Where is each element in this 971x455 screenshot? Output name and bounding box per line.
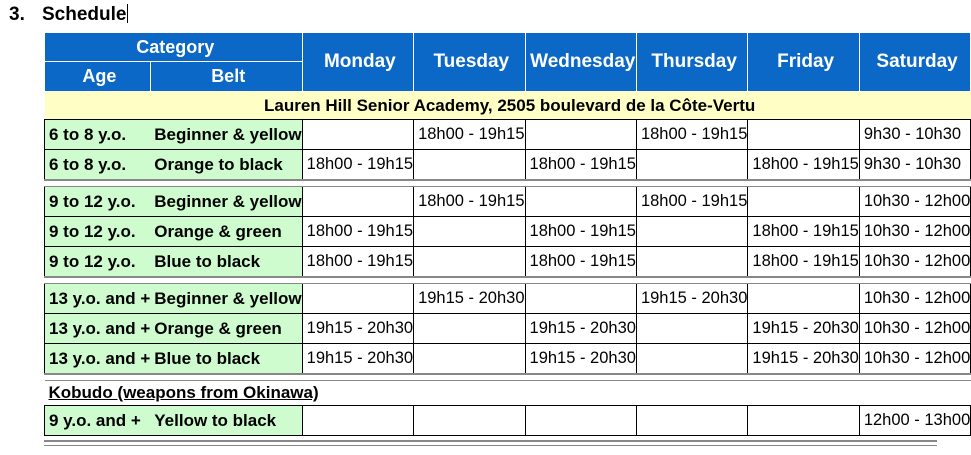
section-heading — [9, 4, 128, 26]
belt-cell: Orange to black — [150, 150, 302, 181]
time-cell-thursday: 18h00 - 19h15 — [636, 187, 747, 217]
time-cell-thursday: 19h15 - 20h30 — [636, 284, 747, 314]
belt-header: Belt — [150, 62, 302, 92]
time-cell-monday — [302, 284, 413, 314]
table-row — [45, 247, 971, 278]
time-cell-monday: 19h15 - 20h30 — [302, 344, 413, 375]
time-cell-thursday — [636, 406, 747, 436]
header-row-1 — [45, 33, 971, 62]
time-cell-wednesday — [525, 120, 636, 150]
time-cell-wednesday: 18h00 - 19h15 — [525, 217, 636, 247]
time-cell-monday — [302, 187, 413, 217]
age-cell: 6 to 8 y.o. — [45, 150, 151, 181]
belt-cell: Blue to black — [150, 344, 302, 375]
time-cell-saturday: 12h00 - 13h00 — [859, 406, 970, 436]
time-cell-wednesday: 19h15 - 20h30 — [525, 314, 636, 344]
time-cell-saturday: 10h30 - 12h00 — [859, 217, 970, 247]
time-cell-saturday: 9h30 - 10h30 — [859, 120, 970, 150]
venue-row — [45, 92, 971, 120]
belt-cell: Beginner & yellow — [150, 284, 302, 314]
time-cell-tuesday — [414, 150, 525, 181]
time-cell-saturday: 9h30 - 10h30 — [859, 150, 970, 181]
time-cell-thursday — [636, 344, 747, 375]
time-cell-tuesday — [414, 344, 525, 375]
time-cell-friday: 18h00 - 19h15 — [748, 247, 859, 278]
time-cell-friday: 18h00 - 19h15 — [748, 217, 859, 247]
day-header-friday: Friday — [748, 33, 859, 92]
time-cell-thursday — [636, 150, 747, 181]
category-header: Category — [45, 33, 303, 62]
schedule-body — [45, 92, 971, 436]
bottom-divider — [44, 440, 937, 446]
section-title: Schedule — [42, 4, 127, 25]
table-row — [45, 150, 971, 181]
time-cell-wednesday: 19h15 - 20h30 — [525, 344, 636, 375]
table-row — [45, 120, 971, 150]
day-header-tuesday: Tuesday — [414, 33, 525, 92]
section-number: 3. — [9, 4, 25, 25]
time-cell-tuesday — [414, 314, 525, 344]
time-cell-tuesday — [414, 406, 525, 436]
table-row — [45, 314, 971, 344]
time-cell-wednesday: 18h00 - 19h15 — [525, 247, 636, 278]
table-row — [45, 284, 971, 314]
time-cell-tuesday: 18h00 - 19h15 — [414, 187, 525, 217]
belt-cell: Yellow to black — [150, 406, 302, 436]
age-cell: 6 to 8 y.o. — [45, 120, 151, 150]
time-cell-tuesday: 19h15 - 20h30 — [414, 284, 525, 314]
age-cell: 13 y.o. and + — [45, 314, 151, 344]
time-cell-saturday: 10h30 - 12h00 — [859, 187, 970, 217]
time-cell-monday — [302, 406, 413, 436]
venue-name: Lauren Hill Senior Academy, 2505 boulevard de la Côte-Vertu — [45, 92, 971, 120]
belt-cell: Orange & green — [150, 217, 302, 247]
time-cell-friday: 19h15 - 20h30 — [748, 344, 859, 375]
time-cell-friday: 19h15 - 20h30 — [748, 314, 859, 344]
belt-cell: Beginner & yellow — [150, 120, 302, 150]
time-cell-thursday — [636, 247, 747, 278]
time-cell-friday — [748, 120, 859, 150]
day-header-wednesday: Wednesday — [525, 33, 636, 92]
kobudo-title: Kobudo (weapons from Okinawa) — [48, 383, 319, 402]
time-cell-friday — [748, 284, 859, 314]
time-cell-monday — [302, 120, 413, 150]
time-cell-saturday: 10h30 - 12h00 — [859, 344, 970, 375]
time-cell-wednesday: 18h00 - 19h15 — [525, 150, 636, 181]
time-cell-monday: 19h15 - 20h30 — [302, 314, 413, 344]
table-row — [45, 217, 971, 247]
time-cell-thursday — [636, 314, 747, 344]
time-cell-thursday: 18h00 - 19h15 — [636, 120, 747, 150]
time-cell-tuesday: 18h00 - 19h15 — [414, 120, 525, 150]
day-header-thursday: Thursday — [636, 33, 747, 92]
day-header-saturday: Saturday — [859, 33, 970, 92]
time-cell-wednesday — [525, 406, 636, 436]
belt-cell: Blue to black — [150, 247, 302, 278]
time-cell-friday — [748, 406, 859, 436]
time-cell-wednesday — [525, 284, 636, 314]
time-cell-saturday: 10h30 - 12h00 — [859, 284, 970, 314]
age-cell: 9 to 12 y.o. — [45, 217, 151, 247]
time-cell-saturday: 10h30 - 12h00 — [859, 247, 970, 278]
schedule-table — [44, 32, 971, 436]
table-row — [45, 187, 971, 217]
time-cell-tuesday — [414, 247, 525, 278]
time-cell-friday: 18h00 - 19h15 — [748, 150, 859, 181]
time-cell-thursday — [636, 217, 747, 247]
time-cell-monday: 18h00 - 19h15 — [302, 150, 413, 181]
time-cell-saturday: 10h30 - 12h00 — [859, 314, 970, 344]
age-cell: 9 to 12 y.o. — [45, 187, 151, 217]
age-cell: 9 to 12 y.o. — [45, 247, 151, 278]
table-row — [45, 344, 971, 375]
time-cell-monday: 18h00 - 19h15 — [302, 247, 413, 278]
text-cursor — [127, 4, 128, 23]
time-cell-monday: 18h00 - 19h15 — [302, 217, 413, 247]
age-cell: 13 y.o. and + — [45, 344, 151, 375]
table-row — [45, 406, 971, 436]
day-header-monday: Monday — [302, 33, 413, 92]
belt-cell: Beginner & yellow — [150, 187, 302, 217]
age-header: Age — [45, 62, 151, 92]
time-cell-friday — [748, 187, 859, 217]
time-cell-tuesday — [414, 217, 525, 247]
belt-cell: Orange & green — [150, 314, 302, 344]
kobudo-section-cell — [45, 381, 971, 406]
time-cell-wednesday — [525, 187, 636, 217]
age-cell: 9 y.o. and + — [45, 406, 151, 436]
kobudo-section-row — [45, 381, 971, 406]
age-cell: 13 y.o. and + — [45, 284, 151, 314]
